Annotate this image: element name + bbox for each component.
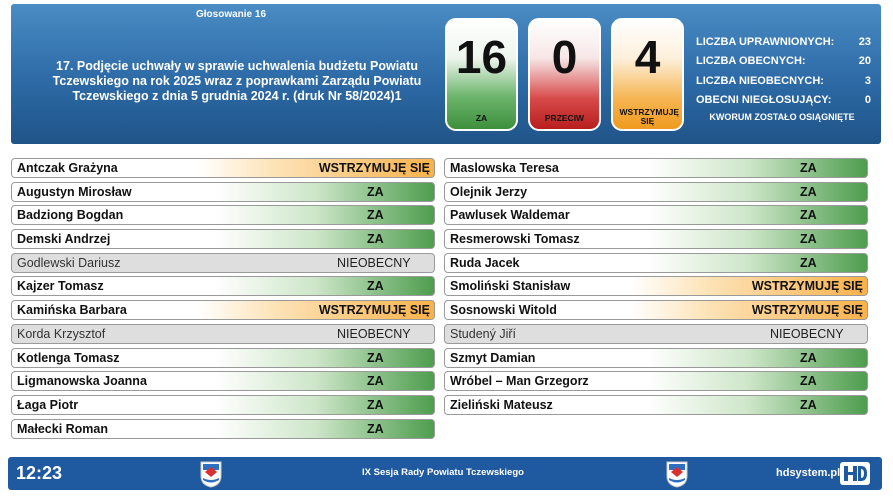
voter-list-left: [11, 158, 435, 442]
voter-row: [444, 205, 868, 225]
voter-name: Łaga Piotr: [17, 397, 79, 412]
vote-status: ZA: [800, 374, 817, 389]
stat-value: 20: [858, 55, 871, 68]
voter-row: [11, 419, 435, 439]
vote-status: WSTRZYMUJĘ SIĘ: [318, 303, 430, 318]
stat-label: LICZBA OBECNYCH:: [696, 55, 806, 68]
voter-name: Sosnowski Witold: [450, 303, 557, 318]
vote-status: ZA: [800, 232, 817, 247]
wstrzymuje-tile: [611, 18, 684, 131]
voter-row: [11, 324, 435, 344]
vote-status: NIEOBECNY: [337, 326, 411, 341]
voter-name: Ligmanowska Joanna: [17, 374, 147, 389]
voting-header: [11, 4, 881, 144]
voter-row: [11, 229, 435, 249]
voter-row: [444, 371, 868, 391]
vote-status: ZA: [800, 397, 817, 412]
stat-row-obecnych: [696, 52, 871, 72]
vote-status: ZA: [367, 232, 384, 247]
voter-name: Demski Andrzej: [17, 232, 111, 247]
session-name: IX Sesja Rady Powiatu Tczewskiego: [362, 467, 524, 478]
voter-name: Kajzer Tomasz: [17, 279, 104, 294]
vote-status: ZA: [367, 279, 384, 294]
vote-status: NIEOBECNY: [337, 255, 411, 270]
stat-row-nieobecnych: [696, 71, 871, 91]
voter-list-right: [444, 158, 868, 419]
voter-row: [444, 182, 868, 202]
za-tile: [445, 18, 518, 131]
vote-status: ZA: [800, 255, 817, 270]
stat-value: 3: [864, 74, 871, 87]
vote-status: NIEOBECNY: [770, 326, 844, 341]
voter-name: Kotlenga Tomasz: [17, 350, 120, 365]
voter-row: [444, 395, 868, 415]
voter-name: Szmyt Damian: [450, 350, 536, 365]
voter-row: [444, 158, 868, 178]
stat-row-nieglosujacy: [696, 91, 871, 111]
voter-row: [11, 205, 435, 225]
vote-status: ZA: [800, 350, 817, 365]
voter-row: [11, 253, 435, 273]
voting-number: Głosowanie 16: [195, 9, 267, 20]
vote-status: WSTRZYMUJĘ SIĘ: [751, 279, 863, 294]
voter-row: [444, 253, 868, 273]
voter-name: Smoliński Stanisław: [450, 279, 571, 294]
voter-row: [444, 300, 868, 320]
voter-name: Zieliński Mateusz: [450, 397, 553, 412]
voter-name: Badziong Bogdan: [17, 208, 124, 223]
voter-row: [11, 348, 435, 368]
vote-status: ZA: [800, 184, 817, 199]
voter-name: Resmerowski Tomasz: [450, 232, 580, 247]
za-count: 16: [455, 31, 508, 83]
vote-status: WSTRZYMUJĘ SIĘ: [751, 303, 863, 318]
crest-icon: [666, 461, 688, 488]
voter-row: [11, 395, 435, 415]
stat-row-uprawnionych: [696, 32, 871, 52]
voter-name: Godlewski Dariusz: [17, 255, 121, 270]
vote-status: ZA: [367, 397, 384, 412]
voter-row: [11, 276, 435, 296]
stat-label: OBECNI NIEGŁOSUJĄCY:: [696, 94, 832, 107]
voter-row: [444, 348, 868, 368]
vote-status: ZA: [800, 161, 817, 175]
voter-name: Studený Jiří: [450, 326, 517, 341]
wstrzymuje-label: WSTRZYMUJĘ SIĘ: [619, 107, 679, 126]
website-label: hdsystem.pl: [776, 467, 841, 479]
voter-name: Augustyn Mirosław: [17, 184, 132, 199]
stat-label: LICZBA UPRAWNIONYCH:: [696, 35, 835, 48]
voter-row: [444, 229, 868, 249]
vote-status: ZA: [367, 350, 384, 365]
vote-status: ZA: [367, 208, 384, 223]
vote-status: ZA: [800, 208, 817, 223]
voter-name: Małecki Roman: [17, 421, 109, 436]
resolution-title: 17. Podjęcie uchwały w sprawie uchwalenia budżetu Powiatu Tczewskiego na rok 2025 wraz z poprawkami Zarządu Powiatu Tczewskiego z dnia 5 grudnia 2024 r. (druk Nr 58/2024)1: [52, 59, 422, 103]
voter-name: Antczak Grażyna: [17, 161, 118, 175]
voter-row: [11, 182, 435, 202]
voter-row: [444, 276, 868, 296]
voter-name: Pawlusek Waldemar: [450, 208, 570, 223]
vote-status: ZA: [367, 374, 384, 389]
voter-name: Maslowska Teresa: [450, 161, 559, 175]
quorum-status: KWORUM ZOSTAŁO OSIĄGNIĘTE: [709, 112, 855, 122]
vote-status: ZA: [367, 184, 384, 199]
przeciw-tile: [528, 18, 601, 131]
vote-statistics: [696, 32, 871, 110]
hd-logo-icon: [840, 462, 870, 485]
stat-value: 23: [858, 35, 871, 48]
przeciw-count: 0: [551, 31, 578, 83]
voter-name: Olejnik Jerzy: [450, 184, 528, 199]
voter-row: [11, 300, 435, 320]
crest-icon: [200, 461, 222, 488]
voter-name: Kamińska Barbara: [17, 303, 127, 318]
stat-value: 0: [864, 94, 871, 107]
vote-status: ZA: [367, 421, 384, 436]
voter-row: [444, 324, 868, 344]
voter-name: Wróbel – Man Grzegorz: [450, 374, 589, 389]
voter-name: Korda Krzysztof: [17, 326, 106, 341]
vote-status: WSTRZYMUJĘ SIĘ: [318, 161, 430, 175]
clock: 12:23: [16, 463, 63, 483]
wstrzymuje-count: 4: [634, 31, 661, 83]
voter-name: Ruda Jacek: [450, 255, 520, 270]
voter-row: [11, 158, 435, 178]
voter-row: [11, 371, 435, 391]
za-label: ZA: [475, 113, 488, 123]
footer-bar: [8, 457, 882, 490]
stat-label: LICZBA NIEOBECNYCH:: [696, 74, 824, 87]
przeciw-label: PRZECIW: [544, 113, 585, 123]
